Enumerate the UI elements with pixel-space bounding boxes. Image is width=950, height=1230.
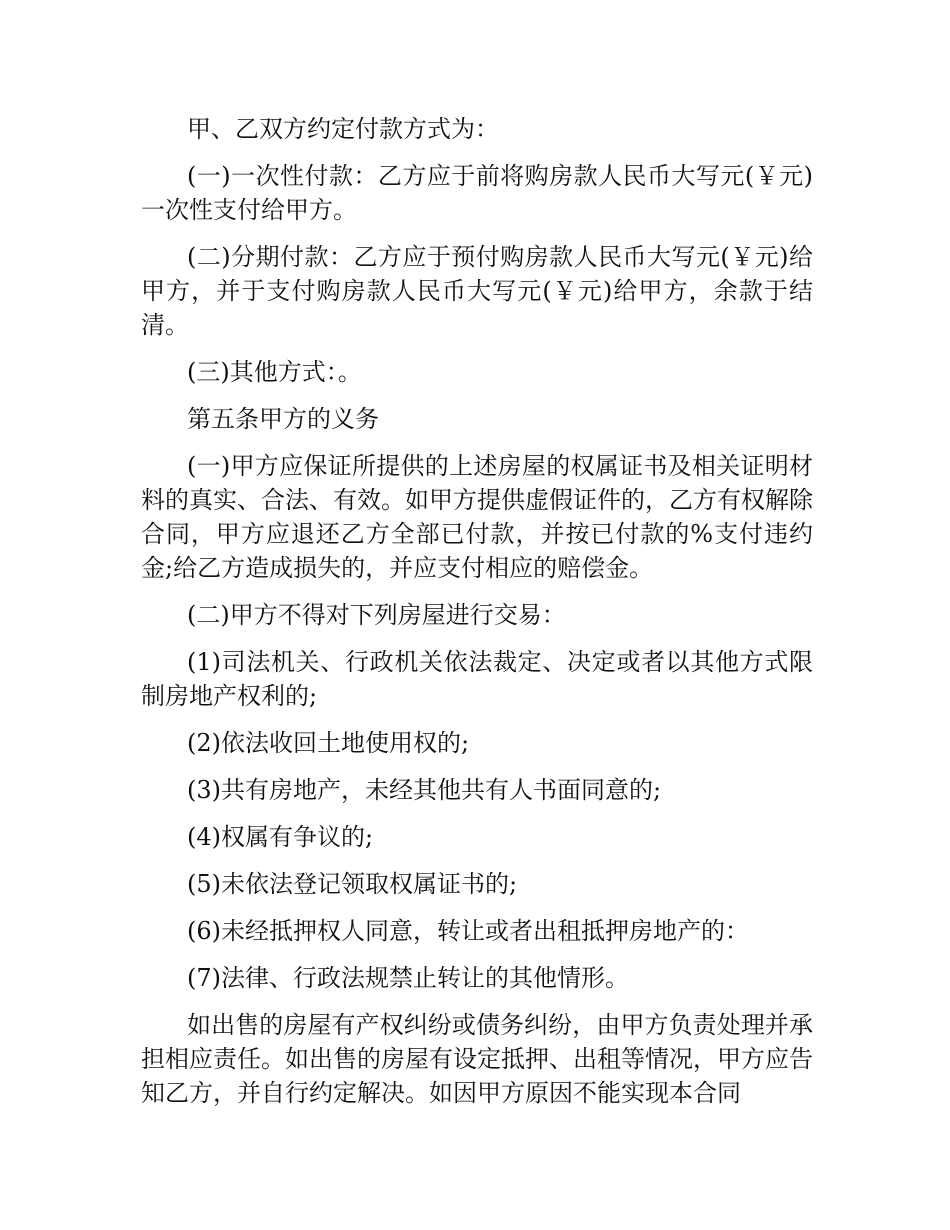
list-item: (7)法律、行政法规禁止转让的其他情形。 <box>187 964 629 992</box>
list-item: (2)依法收回土地使用权的; <box>187 729 470 757</box>
list-item: (3)共有房地产，未经其他共有人书面同意的; <box>187 776 662 804</box>
article-five-heading: 第五条甲方的义务 <box>187 405 379 433</box>
seller-guarantee-paragraph: (一)甲方应保证所提供的上述房屋的权属证书及相关证明材料的真实、合法、有效。如甲方提供虚假证件的，乙方有权解除合同，甲方应退还乙方全部已付款，并按已付款的%支付违约金;给乙方造成损失的，并应支付相应的赔偿金。 <box>141 452 813 582</box>
installment-payment-paragraph: (二)分期付款：乙方应于预付购房款人民币大写元(￥元)给甲方，并于支付购房款人民币大写元(￥元)给甲方，余款于结清。 <box>141 243 813 339</box>
list-item: (4)权属有争议的; <box>187 823 374 851</box>
other-payment-paragraph: (三)其他方式：。 <box>187 358 362 386</box>
payment-intro-paragraph: 甲、乙双方约定付款方式为： <box>187 115 499 143</box>
prohibited-transactions-paragraph: (二)甲方不得对下列房屋进行交易： <box>187 601 566 629</box>
list-item: (1)司法机关、行政机关依法裁定、决定或者以其他方式限制房地产权利的; <box>141 648 813 710</box>
list-item: (6)未经抵押权人同意，转让或者出租抵押房地产的： <box>187 917 749 945</box>
dispute-responsibility-paragraph: 如出售的房屋有产权纠纷或债务纠纷，由甲方负责处理并承担相应责任。如出售的房屋有设定抵押、出租等情况，甲方应告知乙方，并自行约定解决。如因甲方原因不能实现本合同 <box>141 1011 813 1107</box>
list-item: (5)未依法登记领取权属证书的; <box>187 870 518 898</box>
lump-sum-payment-paragraph: (一)一次性付款：乙方应于前将购房款人民币大写元(￥元)一次性支付给甲方。 <box>141 162 813 224</box>
document-page <box>141 112 813 1110</box>
